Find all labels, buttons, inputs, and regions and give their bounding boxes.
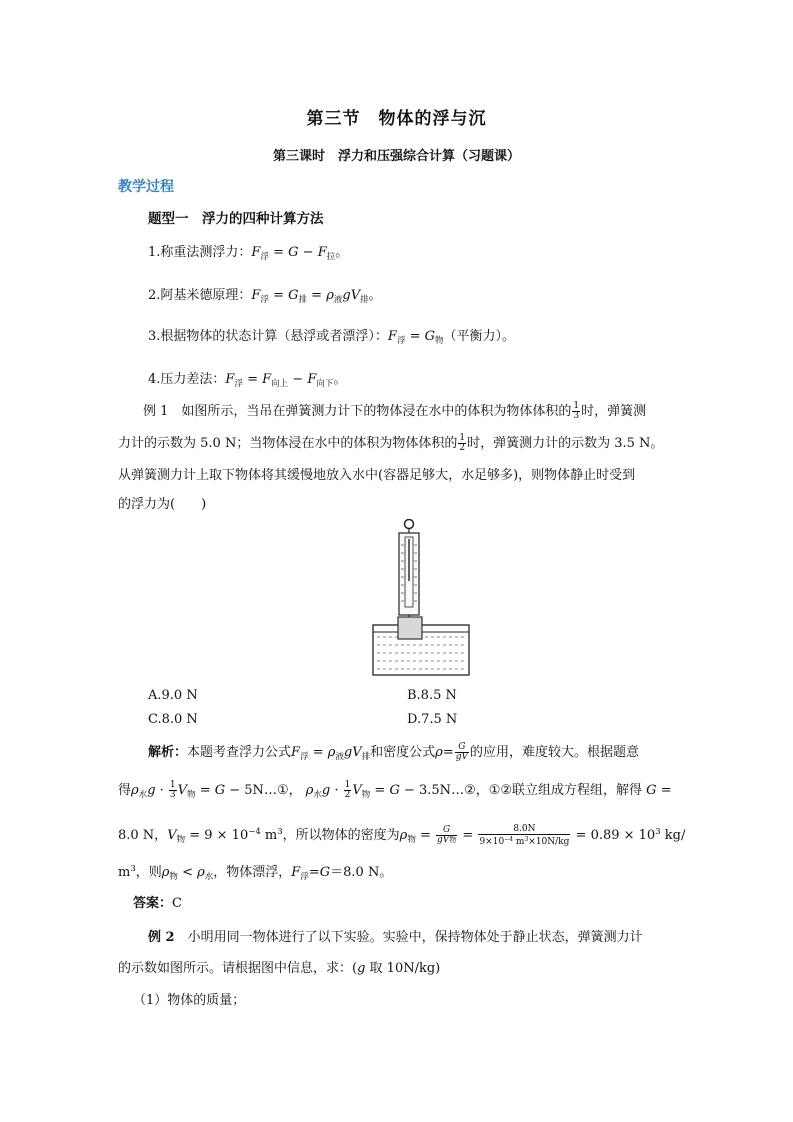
spring-balance-beaker-figure: [371, 519, 481, 679]
example1-line2: 力计的示数为 5.0 N；当物体浸在水中的体积为物体体积的 $\frac{1}{2}$ 时，弹簧测力计的示数为 3.5 N。: [118, 433, 664, 453]
option-a: A.9.0 N: [148, 688, 198, 703]
topic-heading: 题型一 浮力的四种计算方法: [148, 211, 324, 227]
option-d: D.7.5 N: [407, 712, 458, 727]
example1-line3: 从弹簧测力计上取下物体将其缓慢地放入水中(容器足够大，水足够多)，则物体静止时受到: [118, 468, 636, 483]
answer: 答案：C: [133, 896, 182, 911]
method-4: 4.压力差法：$F_浮 = F_{向上} - F_{向下}$。: [148, 372, 347, 389]
solution-line3: 8.0 N，$V_物 = 9 \times 10^{-4}$ $m^3$，所以物体的密度为$\rho_物$ = $\frac{G}{\text{gV物}}$ = $\frac{8.0N}{9\times 10^{-4} m^3\times 10N/kg}$ = $0.89 \times 10^3$ kg/: [118, 823, 686, 847]
solution-line4: $m^3$，则$\rho_物 < \rho_水$，物体漂浮，$F_浮=G=8.0$ N。: [118, 864, 393, 882]
option-c: C.8.0 N: [148, 712, 198, 727]
example2-line1: 例 2 小明用同一物体进行了以下实验。实验中，保持物体处于静止状态，弹簧测力计: [148, 930, 643, 945]
example2-question1: （1）物体的质量；: [133, 993, 246, 1008]
example1-line1: 例 1 如图所示，当吊在弹簧测力计下的物体浸在水中的体积为物体体积的 $\frac{1}{3}$ 时，弹簧测: [143, 401, 647, 421]
example1-line4: 的浮力为( ): [118, 497, 207, 512]
page-title: 第三节 物体的浮与沉: [306, 109, 487, 129]
page-subtitle: 第三课时 浮力和压强综合计算（习题课）: [272, 149, 520, 164]
option-b: B.8.5 N: [407, 688, 457, 703]
section-label: 教学过程: [118, 179, 174, 195]
method-1: 1.称重法测浮力：$F_浮 = G - F_拉$。: [148, 245, 349, 262]
method-3: 3.根据物体的状态计算（悬浮或者漂浮）：$F_浮 = G_物$（平衡力）。: [148, 329, 516, 346]
method-2: 2.阿基米德原理：$F_浮 = G_排 = \rho_液gV_排$。: [148, 288, 382, 305]
example2-line2: 的示数如图所示。请根据图中信息，求：(g 取 10N/kg): [118, 961, 441, 976]
solution-line1: 解析：本题考查浮力公式$F_浮 = \rho_液gV_排$和密度公式ρ= $\frac{G}{gV}$ 的应用，难度较大。根据题意: [148, 742, 640, 762]
solution-line2: 得$\rho_水g$ · $\frac{1}{3}$ $V_物 = G$ − 5N…①， $\rho_水g$ · $\frac{1}{2}$ $V_物 = G$ − 3.5N…②，①②联立组成方程组，解得 G =: [118, 780, 672, 800]
